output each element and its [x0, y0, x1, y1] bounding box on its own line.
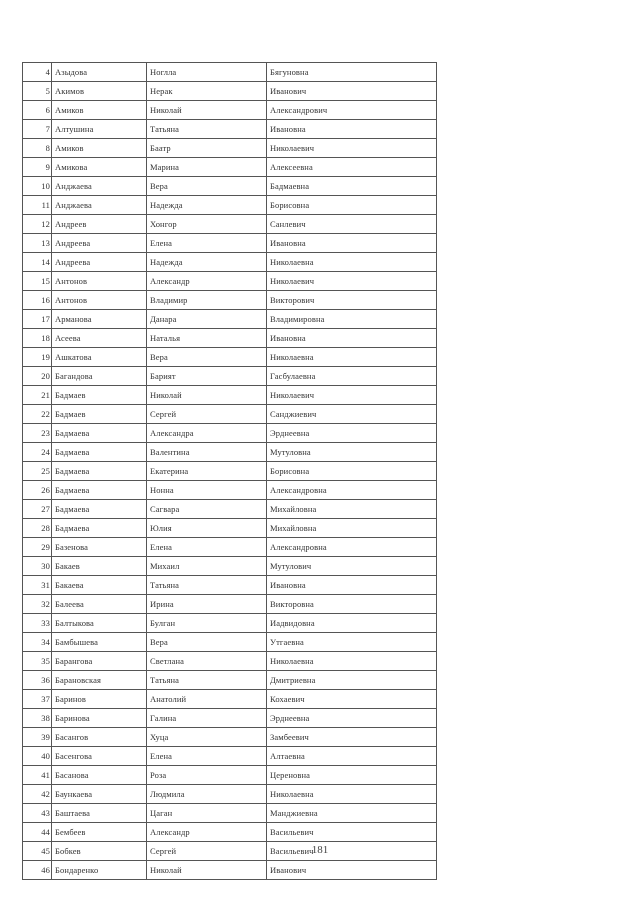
table-row [23, 804, 437, 823]
last-name-cell: Барановская [52, 671, 147, 690]
last-name-cell: Антонов [52, 272, 147, 291]
first-name-cell: Галина [147, 709, 267, 728]
last-name-cell: Баринов [52, 690, 147, 709]
last-name-cell: Баринова [52, 709, 147, 728]
first-name-cell: Роза [147, 766, 267, 785]
first-name-cell: Николай [147, 861, 267, 880]
last-name-cell: Бадмаева [52, 462, 147, 481]
table-row [23, 139, 437, 158]
row-number: 33 [23, 614, 52, 633]
table-row [23, 785, 437, 804]
last-name-cell: Арманова [52, 310, 147, 329]
row-number: 7 [23, 120, 52, 139]
last-name-cell: Балеева [52, 595, 147, 614]
patronymic-cell: Бягуновна [267, 63, 437, 82]
first-name-cell: Сергей [147, 405, 267, 424]
patronymic-cell: Владимировна [267, 310, 437, 329]
last-name-cell: Асеева [52, 329, 147, 348]
row-number: 44 [23, 823, 52, 842]
row-number: 40 [23, 747, 52, 766]
last-name-cell: Анджаева [52, 196, 147, 215]
table-row [23, 177, 437, 196]
first-name-cell: Вера [147, 177, 267, 196]
first-name-cell: Барият [147, 367, 267, 386]
table-row [23, 728, 437, 747]
table-row [23, 747, 437, 766]
row-number: 8 [23, 139, 52, 158]
row-number: 31 [23, 576, 52, 595]
last-name-cell: Базенова [52, 538, 147, 557]
last-name-cell: Барангова [52, 652, 147, 671]
first-name-cell: Надежда [147, 196, 267, 215]
page-number: 181 [311, 844, 329, 856]
last-name-cell: Акимов [52, 82, 147, 101]
table-row [23, 63, 437, 82]
first-name-cell: Николай [147, 386, 267, 405]
patronymic-cell: Александровна [267, 481, 437, 500]
table-row [23, 82, 437, 101]
first-name-cell: Наталья [147, 329, 267, 348]
first-name-cell: Елена [147, 747, 267, 766]
row-number: 43 [23, 804, 52, 823]
table-row [23, 367, 437, 386]
last-name-cell: Басенгова [52, 747, 147, 766]
last-name-cell: Амиков [52, 101, 147, 120]
table-row [23, 652, 437, 671]
patronymic-cell: Николаевна [267, 652, 437, 671]
row-number: 38 [23, 709, 52, 728]
table-row [23, 709, 437, 728]
table-row [23, 120, 437, 139]
table-row [23, 500, 437, 519]
patronymic-cell: Манджиевна [267, 804, 437, 823]
table-row [23, 842, 437, 861]
first-name-cell: Александра [147, 424, 267, 443]
first-name-cell: Надежда [147, 253, 267, 272]
patronymic-cell: Ивановна [267, 234, 437, 253]
table-row [23, 690, 437, 709]
row-number: 18 [23, 329, 52, 348]
last-name-cell: Андреева [52, 234, 147, 253]
last-name-cell: Амикова [52, 158, 147, 177]
table-row [23, 101, 437, 120]
first-name-cell: Николай [147, 101, 267, 120]
row-number: 28 [23, 519, 52, 538]
last-name-cell: Анджаева [52, 177, 147, 196]
patronymic-cell: Михайловна [267, 500, 437, 519]
row-number: 19 [23, 348, 52, 367]
row-number: 14 [23, 253, 52, 272]
table-row [23, 557, 437, 576]
row-number: 10 [23, 177, 52, 196]
first-name-cell: Баатр [147, 139, 267, 158]
last-name-cell: Баштаева [52, 804, 147, 823]
table-row [23, 766, 437, 785]
names-table-body [23, 63, 437, 880]
row-number: 5 [23, 82, 52, 101]
row-number: 13 [23, 234, 52, 253]
row-number: 39 [23, 728, 52, 747]
row-number: 26 [23, 481, 52, 500]
last-name-cell: Андреева [52, 253, 147, 272]
row-number: 17 [23, 310, 52, 329]
table-row [23, 861, 437, 880]
row-number: 20 [23, 367, 52, 386]
last-name-cell: Багандова [52, 367, 147, 386]
row-number: 11 [23, 196, 52, 215]
last-name-cell: Бадмаева [52, 443, 147, 462]
table-row [23, 671, 437, 690]
last-name-cell: Бондаренко [52, 861, 147, 880]
first-name-cell: Вера [147, 633, 267, 652]
first-name-cell: Владимир [147, 291, 267, 310]
first-name-cell: Сагвара [147, 500, 267, 519]
table-row [23, 576, 437, 595]
patronymic-cell: Гасбулаевна [267, 367, 437, 386]
first-name-cell: Юлия [147, 519, 267, 538]
patronymic-cell: Викторовна [267, 595, 437, 614]
first-name-cell: Марина [147, 158, 267, 177]
patronymic-cell: Васильевич [267, 823, 437, 842]
patronymic-cell: Николаевна [267, 253, 437, 272]
row-number: 42 [23, 785, 52, 804]
row-number: 32 [23, 595, 52, 614]
patronymic-cell: Алтаевна [267, 747, 437, 766]
first-name-cell: Цаган [147, 804, 267, 823]
last-name-cell: Балтыкова [52, 614, 147, 633]
patronymic-cell: Борисовна [267, 196, 437, 215]
first-name-cell: Екатерина [147, 462, 267, 481]
last-name-cell: Бамбышева [52, 633, 147, 652]
table-row [23, 310, 437, 329]
patronymic-cell: Александрович [267, 101, 437, 120]
patronymic-cell: Николаевич [267, 386, 437, 405]
last-name-cell: Бадмаева [52, 500, 147, 519]
first-name-cell: Хонгор [147, 215, 267, 234]
row-number: 23 [23, 424, 52, 443]
row-number: 24 [23, 443, 52, 462]
patronymic-cell: Борисовна [267, 462, 437, 481]
last-name-cell: Басангов [52, 728, 147, 747]
table-row [23, 253, 437, 272]
table-row [23, 215, 437, 234]
patronymic-cell: Николаевич [267, 272, 437, 291]
first-name-cell: Елена [147, 538, 267, 557]
first-name-cell: Ирина [147, 595, 267, 614]
row-number: 35 [23, 652, 52, 671]
row-number: 34 [23, 633, 52, 652]
first-name-cell: Елена [147, 234, 267, 253]
last-name-cell: Амиков [52, 139, 147, 158]
table-row [23, 196, 437, 215]
patronymic-cell: Эрднеевна [267, 709, 437, 728]
table-row [23, 234, 437, 253]
table-row [23, 519, 437, 538]
patronymic-cell: Санлевич [267, 215, 437, 234]
patronymic-cell: Иванович [267, 861, 437, 880]
table-row [23, 633, 437, 652]
row-number: 9 [23, 158, 52, 177]
first-name-cell: Александр [147, 272, 267, 291]
patronymic-cell: Иванович [267, 82, 437, 101]
table-row [23, 386, 437, 405]
patronymic-cell: Викторович [267, 291, 437, 310]
first-name-cell: Татьяна [147, 120, 267, 139]
patronymic-cell: Мутуловна [267, 443, 437, 462]
row-number: 46 [23, 861, 52, 880]
first-name-cell: Нерак [147, 82, 267, 101]
row-number: 15 [23, 272, 52, 291]
patronymic-cell: Николаевич [267, 139, 437, 158]
last-name-cell: Антонов [52, 291, 147, 310]
patronymic-cell: Эрднеевна [267, 424, 437, 443]
row-number: 4 [23, 63, 52, 82]
patronymic-cell: Бадмаевна [267, 177, 437, 196]
first-name-cell: Вера [147, 348, 267, 367]
last-name-cell: Андреев [52, 215, 147, 234]
first-name-cell: Валентина [147, 443, 267, 462]
table-row [23, 405, 437, 424]
patronymic-cell: Цереновна [267, 766, 437, 785]
last-name-cell: Бадмаев [52, 405, 147, 424]
first-name-cell: Булган [147, 614, 267, 633]
first-name-cell: Михаил [147, 557, 267, 576]
table-row [23, 538, 437, 557]
row-number: 6 [23, 101, 52, 120]
table-row [23, 272, 437, 291]
last-name-cell: Бадмаева [52, 481, 147, 500]
first-name-cell: Светлана [147, 652, 267, 671]
first-name-cell: Татьяна [147, 576, 267, 595]
patronymic-cell: Михайловна [267, 519, 437, 538]
table-row [23, 158, 437, 177]
names-table [22, 62, 437, 880]
row-number: 29 [23, 538, 52, 557]
last-name-cell: Бакаев [52, 557, 147, 576]
last-name-cell: Баункаева [52, 785, 147, 804]
first-name-cell: Нонна [147, 481, 267, 500]
patronymic-cell: Ивановна [267, 329, 437, 348]
patronymic-cell: Дмитриевна [267, 671, 437, 690]
row-number: 37 [23, 690, 52, 709]
table-row [23, 443, 437, 462]
first-name-cell: Хуца [147, 728, 267, 747]
patronymic-cell: Кохаевич [267, 690, 437, 709]
patronymic-cell: Ивановна [267, 576, 437, 595]
table-row [23, 823, 437, 842]
patronymic-cell: Васильевич [267, 842, 437, 861]
patronymic-cell: Утгаевна [267, 633, 437, 652]
patronymic-cell: Александровна [267, 538, 437, 557]
patronymic-cell: Николаевна [267, 785, 437, 804]
row-number: 36 [23, 671, 52, 690]
first-name-cell: Ноглла [147, 63, 267, 82]
last-name-cell: Бадмаева [52, 424, 147, 443]
row-number: 12 [23, 215, 52, 234]
patronymic-cell: Николаевна [267, 348, 437, 367]
table-row [23, 595, 437, 614]
first-name-cell: Татьяна [147, 671, 267, 690]
last-name-cell: Бобкев [52, 842, 147, 861]
first-name-cell: Сергей [147, 842, 267, 861]
patronymic-cell: Алексеевна [267, 158, 437, 177]
patronymic-cell: Замбеевич [267, 728, 437, 747]
last-name-cell: Азыдова [52, 63, 147, 82]
table-row [23, 481, 437, 500]
row-number: 16 [23, 291, 52, 310]
table-row [23, 424, 437, 443]
row-number: 30 [23, 557, 52, 576]
row-number: 41 [23, 766, 52, 785]
row-number: 25 [23, 462, 52, 481]
last-name-cell: Алтушина [52, 120, 147, 139]
row-number: 45 [23, 842, 52, 861]
last-name-cell: Ашкатова [52, 348, 147, 367]
last-name-cell: Бембеев [52, 823, 147, 842]
last-name-cell: Бадмаев [52, 386, 147, 405]
row-number: 22 [23, 405, 52, 424]
table-row [23, 462, 437, 481]
last-name-cell: Басанова [52, 766, 147, 785]
last-name-cell: Бакаева [52, 576, 147, 595]
patronymic-cell: Иадвидовна [267, 614, 437, 633]
first-name-cell: Людмила [147, 785, 267, 804]
table-row [23, 348, 437, 367]
patronymic-cell: Мутулович [267, 557, 437, 576]
row-number: 21 [23, 386, 52, 405]
row-number: 27 [23, 500, 52, 519]
patronymic-cell: Ивановна [267, 120, 437, 139]
patronymic-cell: Санджиевич [267, 405, 437, 424]
table-row [23, 329, 437, 348]
first-name-cell: Александр [147, 823, 267, 842]
table-row [23, 291, 437, 310]
first-name-cell: Анатолий [147, 690, 267, 709]
last-name-cell: Бадмаева [52, 519, 147, 538]
table-row [23, 614, 437, 633]
first-name-cell: Данара [147, 310, 267, 329]
